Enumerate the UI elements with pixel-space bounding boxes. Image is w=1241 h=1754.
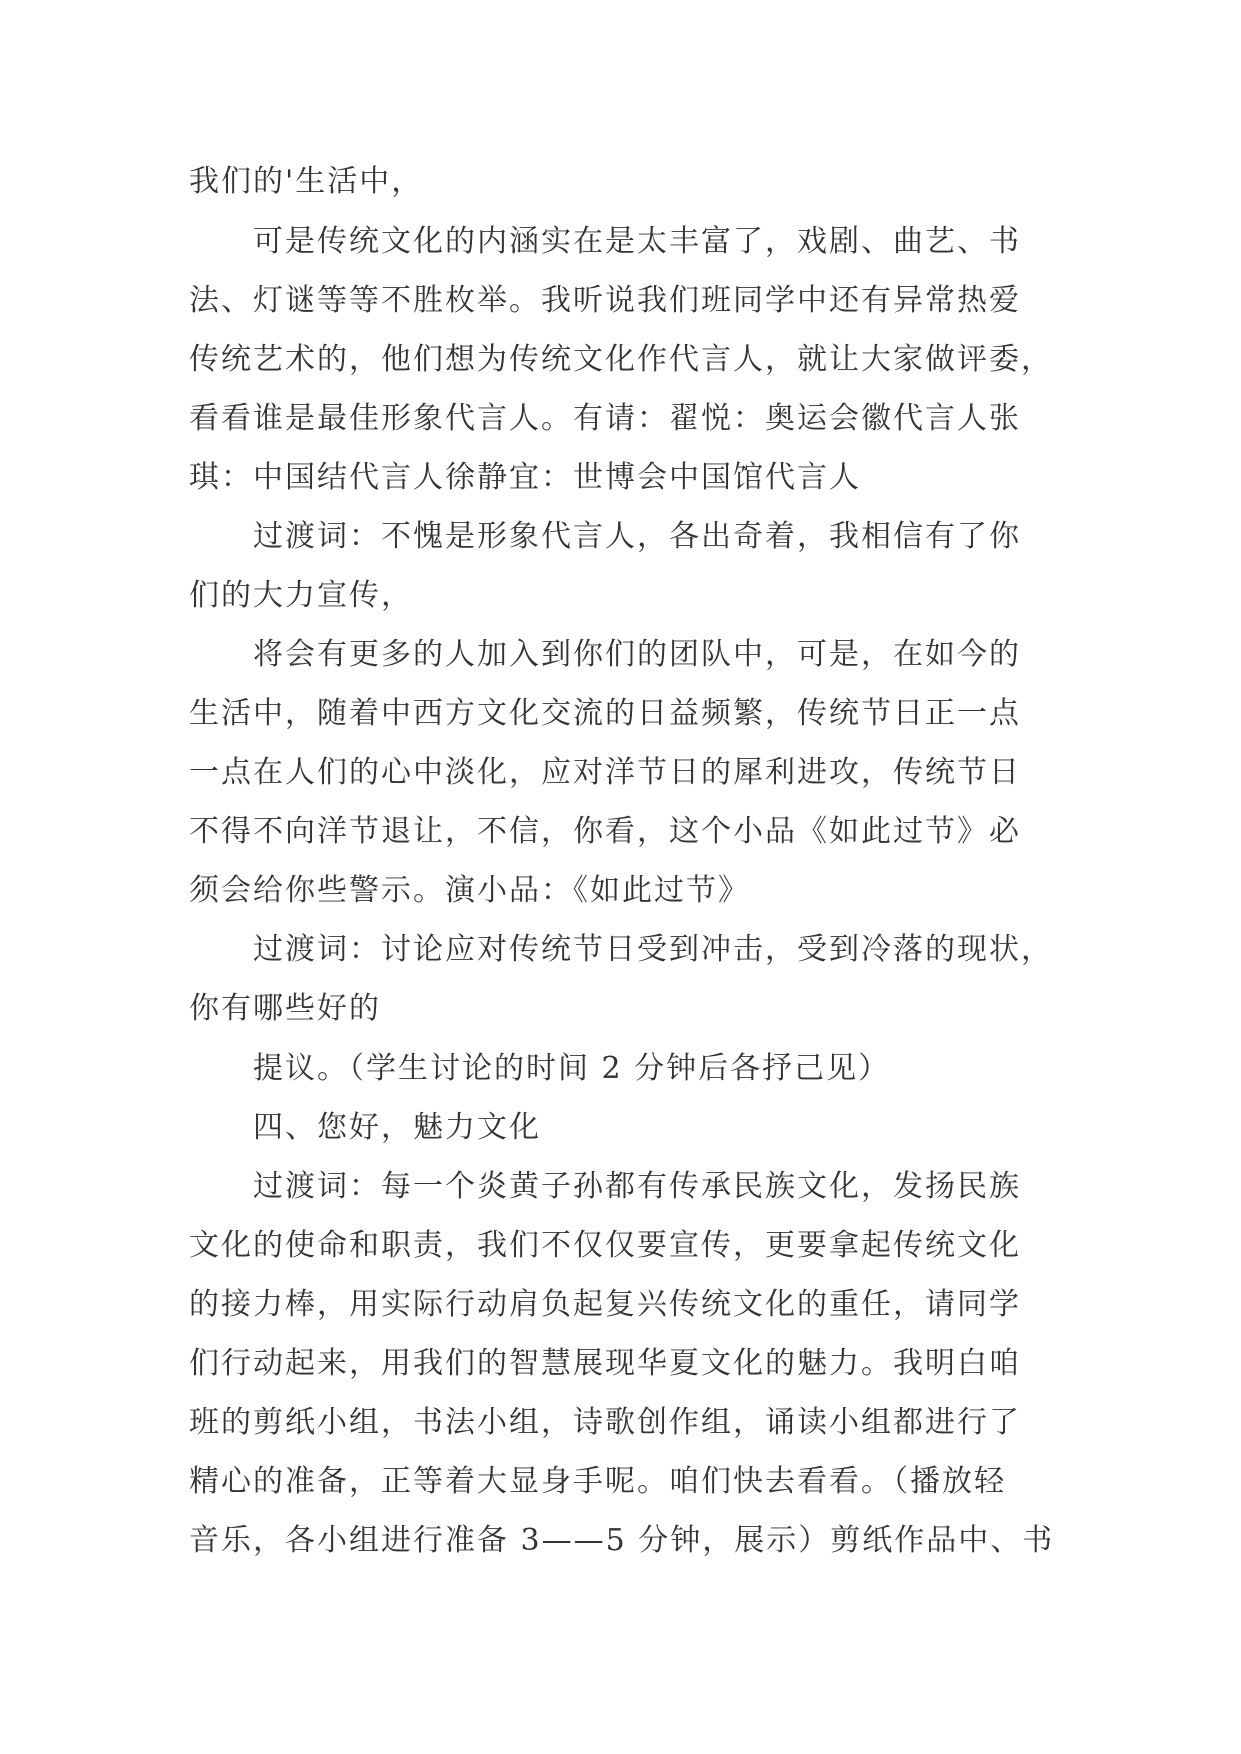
text-line: 一点在人们的心中淡化，应对洋节日的犀利进攻，传统节日 [189, 755, 1021, 790]
text-line: 我们的'生活中， [189, 164, 424, 199]
text-line: 过渡词：不愧是形象代言人，各出奇着，我相信有了你 [253, 519, 1021, 554]
text-line: 琪：中国结代言人徐静宜：世博会中国馆代言人 [189, 460, 861, 495]
text-line: 不得不向洋节退让，不信，你看，这个小品《如此过节》必 [189, 814, 1021, 849]
text-line: 可是传统文化的内涵实在是太丰富了，戏剧、曲艺、书 [253, 224, 1021, 259]
text-line: 文化的使命和职责，我们不仅仅要宣传，更要拿起传统文化 [189, 1228, 1021, 1263]
text-line: 须会给你些警示。演小品：《如此过节》 [189, 873, 750, 908]
text-line: 看看谁是最佳形象代言人。有请：翟悦：奥运会徽代言人张 [189, 401, 1021, 436]
text-line: 将会有更多的人加入到你们的团队中，可是，在如今的 [253, 637, 1021, 672]
text-line: 你有哪些好的 [189, 991, 381, 1026]
text-line: 音乐，各小组进行准备 3——5 分钟，展示）剪纸作品中、书 [189, 1523, 1055, 1558]
text-line: 精心的准备，正等着大显身手呢。咱们快去看看。（播放轻 [189, 1464, 1006, 1499]
text-line: 提议。（学生讨论的时间 2 分钟后各抒己见） [253, 1051, 891, 1086]
text-line: 传统艺术的，他们想为传统文化作代言人，就让大家做评委， [189, 342, 1053, 377]
text-line: 法、灯谜等等不胜枚举。我听说我们班同学中还有异常热爱 [189, 283, 1021, 318]
text-line: 四、您好，魅力文化 [253, 1110, 541, 1145]
text-line: 的接力棒，用实际行动肩负起复兴传统文化的重任，请同学 [189, 1287, 1021, 1322]
text-line: 过渡词：讨论应对传统节日受到冲击，受到冷落的现状， [253, 932, 1053, 967]
text-line: 生活中，随着中西方文化交流的日益频繁，传统节日正一点 [189, 696, 1021, 731]
text-line: 们行动起来，用我们的智慧展现华夏文化的魅力。我明白咱 [189, 1346, 1021, 1381]
text-line: 过渡词：每一个炎黄子孙都有传承民族文化，发扬民族 [253, 1169, 1021, 1204]
text-line: 们的大力宣传， [189, 578, 413, 613]
text-line: 班的剪纸小组，书法小组，诗歌创作组，诵读小组都进行了 [189, 1405, 1021, 1440]
